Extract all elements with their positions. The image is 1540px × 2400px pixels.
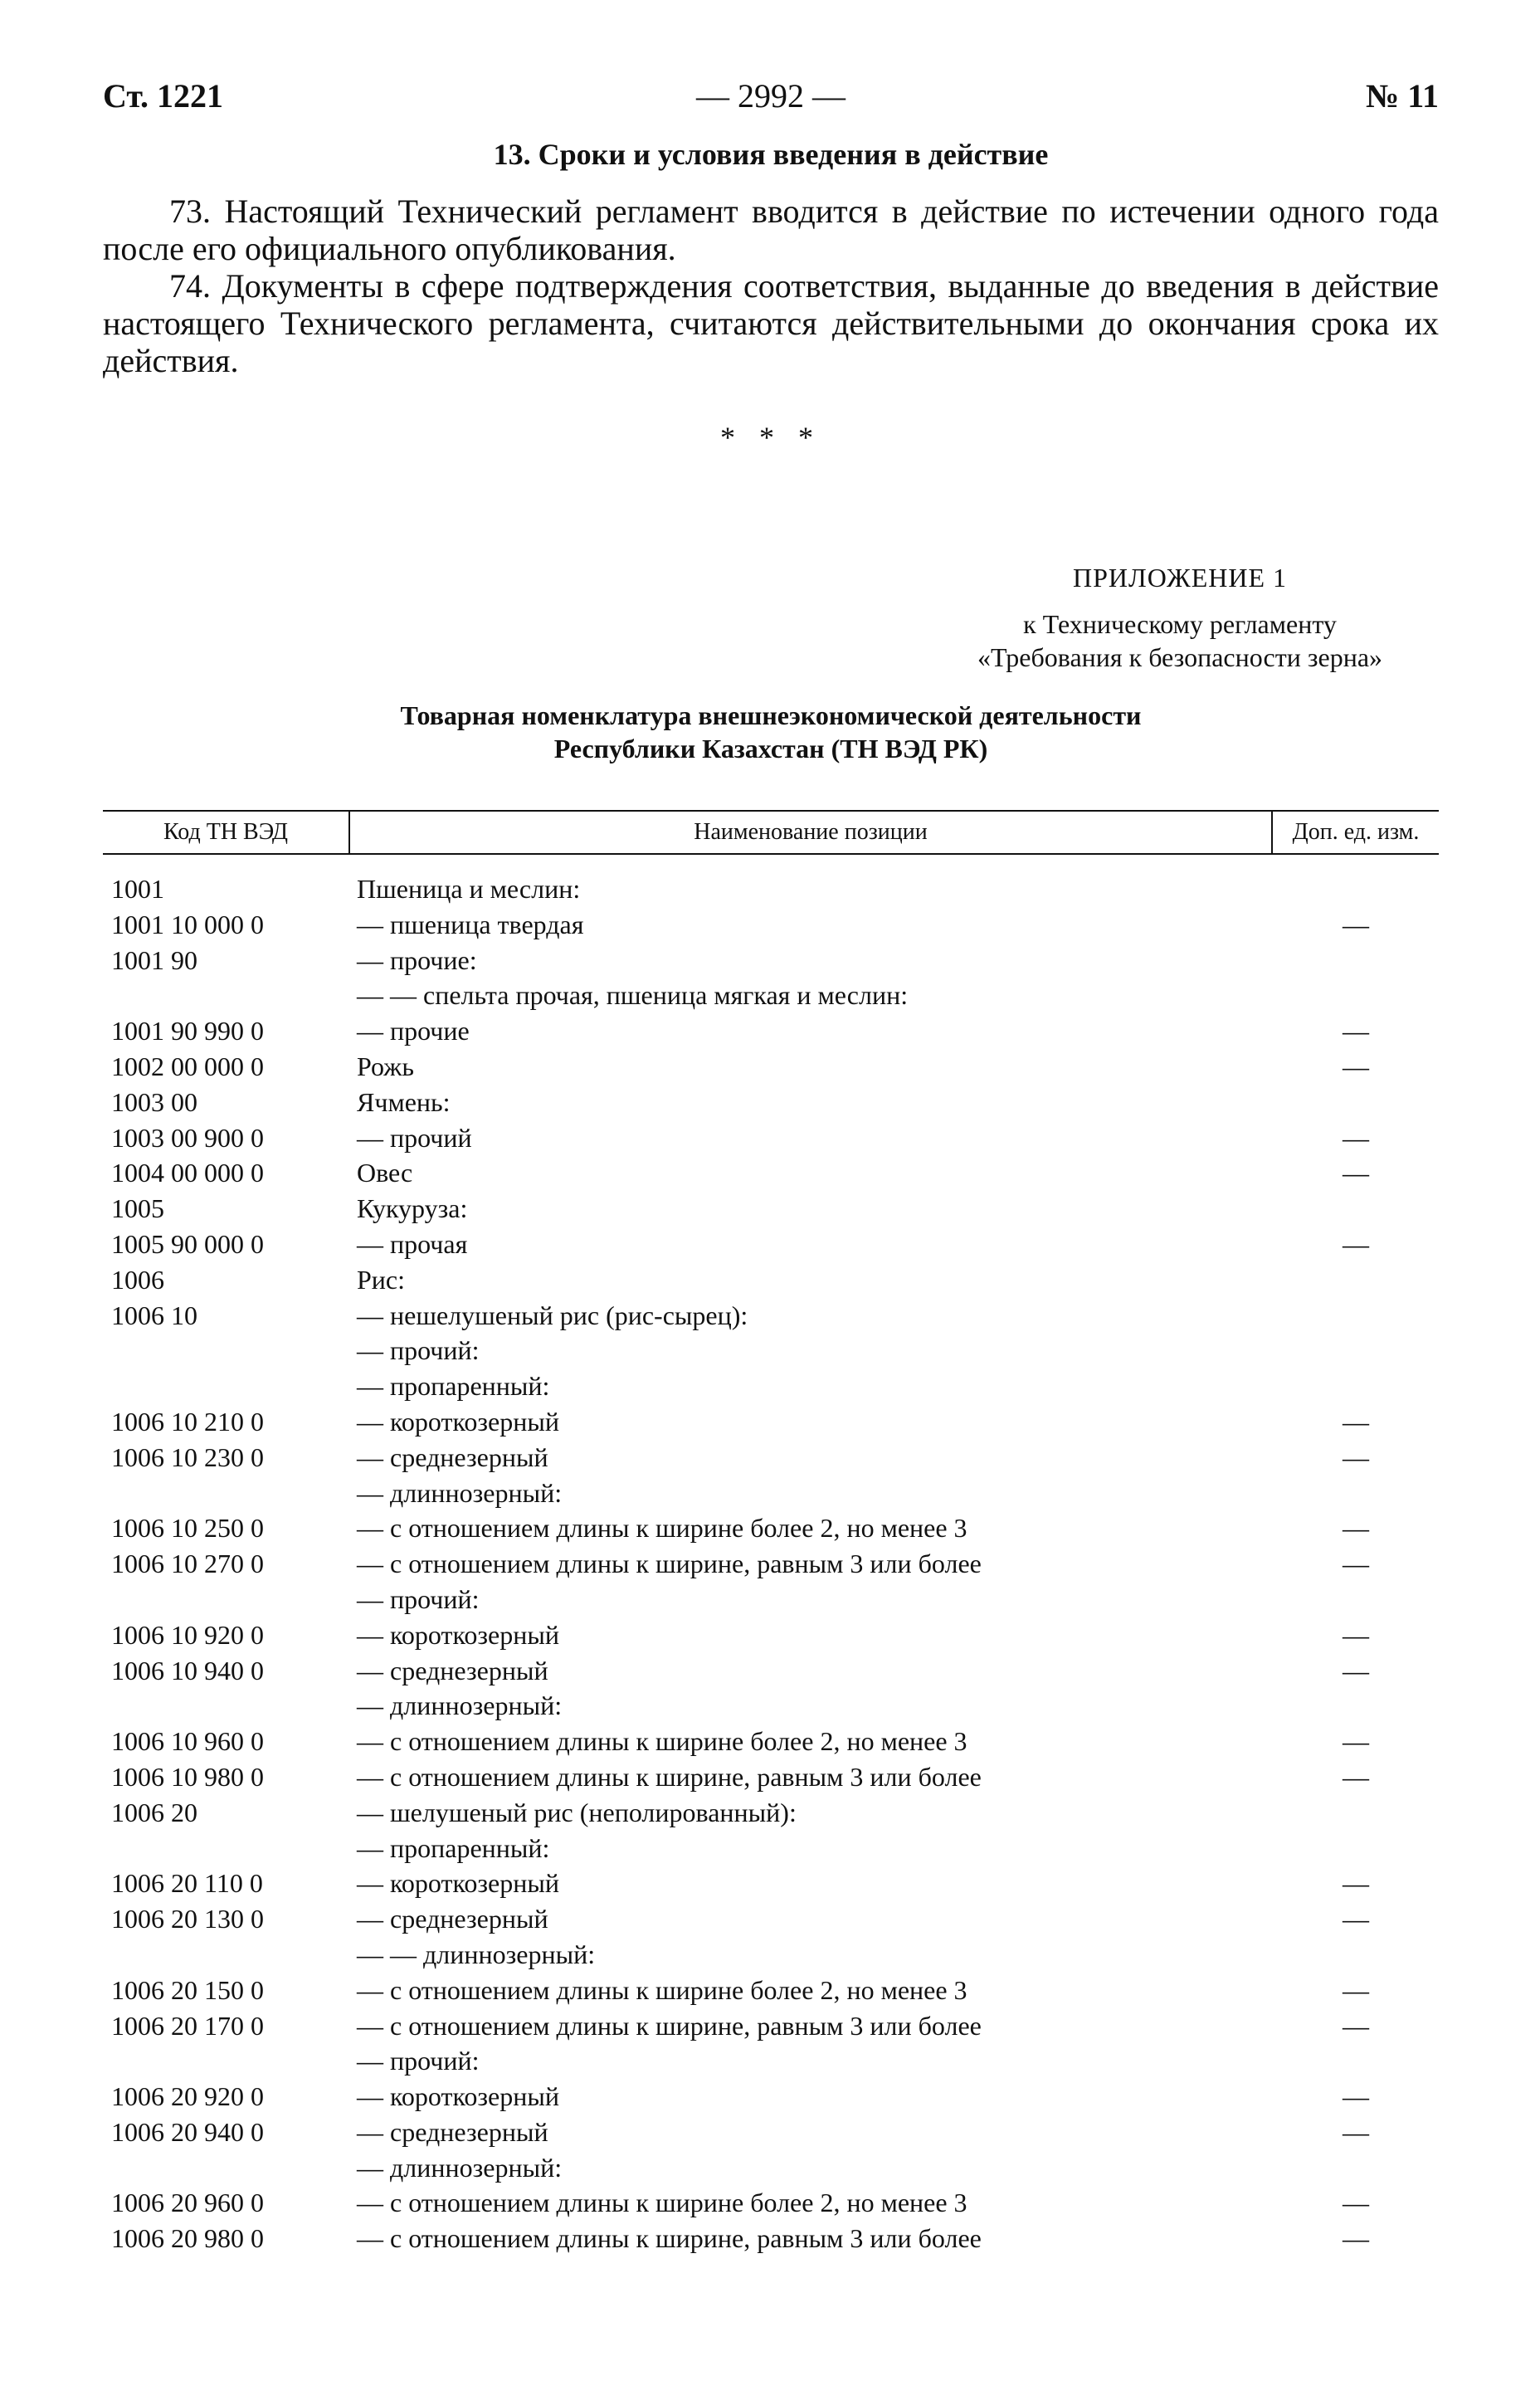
table-row	[103, 1227, 1439, 1262]
row-name: — — спельта прочая, пшеница мягкая и меслин:	[357, 980, 909, 1011]
row-code: 1006 20 130 0	[111, 1904, 264, 1934]
row-unit: —	[1343, 1655, 1369, 1685]
table-row	[103, 2079, 1439, 2115]
row-name: Рожь	[357, 1051, 414, 1081]
row-code: 1006 10 250 0	[111, 1513, 264, 1544]
row-unit: —	[1343, 1051, 1369, 1081]
appendix-title: ПРИЛОЖЕНИЕ 1	[1072, 563, 1287, 593]
table-row	[103, 1866, 1439, 1901]
row-unit: —	[1343, 1016, 1369, 1046]
row-name: Рис:	[357, 1264, 406, 1295]
row-code: 1002 00 000 0	[111, 1051, 264, 1081]
row-name: — с отношением длины к ширине, равным 3 или более	[357, 2223, 982, 2254]
row-name: — короткозерный	[357, 2081, 559, 2112]
table-row	[103, 1901, 1439, 1937]
row-unit: —	[1343, 1761, 1369, 1792]
row-unit: —	[1343, 1868, 1369, 1899]
row-name: — среднезерный	[357, 1904, 548, 1934]
nomenclature-table	[103, 810, 1439, 2254]
section-body	[103, 193, 1439, 379]
row-name: — длиннозерный:	[357, 2152, 563, 2183]
page-number: — 2992 —	[696, 77, 846, 115]
table-header	[103, 810, 1439, 855]
table-title	[103, 699, 1439, 765]
row-code: 1006 20 960 0	[111, 2188, 264, 2218]
row-name: — длиннозерный:	[357, 1690, 563, 1721]
row-name: Кукуруза:	[357, 1193, 468, 1224]
row-name: — с отношением длины к ширине, равным 3 или более	[357, 1761, 982, 1792]
table-row	[103, 1013, 1439, 1049]
row-name: — с отношением длины к ширине более 2, но менее 3	[357, 1974, 967, 2005]
table-row	[103, 1973, 1439, 2008]
table-row	[103, 1582, 1439, 1617]
table-row	[103, 1333, 1439, 1368]
header-code: Код ТН ВЭД	[163, 819, 288, 845]
row-name: — пропаренный:	[357, 1371, 550, 1402]
row-code: 1006 10 270 0	[111, 1549, 264, 1579]
row-name: — прочие:	[357, 944, 477, 975]
row-code: 1006 20 980 0	[111, 2223, 264, 2254]
row-unit: —	[1343, 1904, 1369, 1934]
paragraph-74: 74. Документы в сфере подтверждения соответствия, выданные до введения в действие настоящего Технического регламента, считаются действительными до окончания срока их действия.	[103, 267, 1439, 379]
appendix-regulation-name: «Требования к безопасности зерна»	[977, 642, 1383, 672]
row-name: — короткозерный	[357, 1406, 559, 1437]
row-unit: —	[1343, 1726, 1369, 1757]
table-row	[103, 1653, 1439, 1689]
table-row	[103, 2115, 1439, 2150]
row-code: 1006 10 230 0	[111, 1441, 264, 1472]
row-name: — шелушеный рис (неполированный):	[357, 1797, 797, 1827]
row-name: — короткозерный	[357, 1619, 559, 1650]
row-unit: —	[1343, 1158, 1369, 1188]
row-name: Ячмень:	[357, 1086, 451, 1117]
row-code: 1004 00 000 0	[111, 1158, 264, 1188]
row-name: — пшеница твердая	[357, 909, 584, 939]
row-unit: —	[1343, 1228, 1369, 1259]
row-name: — пропаренный:	[357, 1832, 550, 1863]
row-name: — с отношением длины к ширине более 2, но менее 3	[357, 1726, 967, 1757]
table-row	[103, 2008, 1439, 2044]
row-unit: —	[1343, 2188, 1369, 2218]
row-name: — среднезерный	[357, 2116, 548, 2147]
table-row	[103, 1191, 1439, 1227]
table-title-line-2: Республики Казахстан (ТН ВЭД РК)	[553, 734, 988, 763]
table-row	[103, 1795, 1439, 1831]
row-name: — среднезерный	[357, 1441, 548, 1472]
table-row	[103, 1724, 1439, 1759]
row-name: — — длиннозерный:	[357, 1939, 596, 1969]
row-name: — с отношением длины к ширине, равным 3 или более	[357, 1549, 982, 1579]
row-unit: —	[1343, 1441, 1369, 1472]
table-row	[103, 871, 1439, 907]
row-name: — прочий	[357, 1122, 472, 1153]
row-code: 1006	[111, 1264, 164, 1295]
row-code: 1006 20 940 0	[111, 2116, 264, 2147]
table-row	[103, 2150, 1439, 2186]
table-row	[103, 1546, 1439, 1582]
row-name: — с отношением длины к ширине, равным 3 или более	[357, 2010, 982, 2041]
row-unit: —	[1343, 1974, 1369, 2005]
row-name: — прочие	[357, 1016, 470, 1046]
row-code: 1006 20 920 0	[111, 2081, 264, 2112]
row-unit: —	[1343, 2081, 1369, 2112]
row-unit: —	[1343, 1619, 1369, 1650]
header-name: Наименование позиции	[348, 812, 1273, 853]
table-row	[103, 1440, 1439, 1476]
table-row	[103, 1688, 1439, 1724]
table-row	[103, 1085, 1439, 1120]
row-code: 1006 20	[111, 1797, 197, 1827]
row-code: 1006 20 170 0	[111, 2010, 264, 2041]
row-name: — среднезерный	[357, 1655, 548, 1685]
row-code: 1001 90 990 0	[111, 1016, 264, 1046]
row-name: Овес	[357, 1158, 413, 1188]
row-code: 1006 20 150 0	[111, 1974, 264, 2005]
table-row	[103, 1937, 1439, 1973]
table-row	[103, 1298, 1439, 1334]
section-separator: * * *	[720, 421, 821, 454]
row-name: — короткозерный	[357, 1868, 559, 1899]
table-row	[103, 1476, 1439, 1511]
row-unit: —	[1343, 1513, 1369, 1544]
table-row	[103, 2043, 1439, 2079]
row-unit: —	[1343, 1406, 1369, 1437]
table-row	[103, 2185, 1439, 2221]
table-row	[103, 907, 1439, 943]
row-code: 1003 00	[111, 1086, 197, 1117]
table-row	[103, 1120, 1439, 1156]
row-name: — нешелушеный рис (рис-сырец):	[357, 1300, 748, 1330]
table-row	[103, 1831, 1439, 1866]
section-heading: 13. Сроки и условия введения в действие	[493, 138, 1049, 171]
row-unit: —	[1343, 1549, 1369, 1579]
row-name: — прочий:	[357, 1335, 480, 1366]
table-row	[103, 943, 1439, 978]
row-unit: —	[1343, 2010, 1369, 2041]
row-code: 1001	[111, 874, 164, 904]
table-row	[103, 1049, 1439, 1085]
row-code: 1005 90 000 0	[111, 1228, 264, 1259]
appendix-reference: к Техническому регламенту	[1023, 609, 1337, 639]
row-name: Пшеница и меслин:	[357, 874, 581, 904]
row-code: 1006 10 920 0	[111, 1619, 264, 1650]
issue-number: № 11	[1366, 77, 1439, 115]
row-name: — прочая	[357, 1228, 468, 1259]
appendix-label	[931, 561, 1429, 674]
row-code: 1006 10 940 0	[111, 1655, 264, 1685]
table-row	[103, 1617, 1439, 1653]
article-number: Ст. 1221	[103, 77, 223, 115]
row-name: — прочий:	[357, 1583, 480, 1614]
row-code: 1006 10 980 0	[111, 1761, 264, 1792]
table-row	[103, 1404, 1439, 1440]
row-code: 1006 10	[111, 1300, 197, 1330]
row-code: 1006 10 210 0	[111, 1406, 264, 1437]
row-unit: —	[1343, 2223, 1369, 2254]
row-unit: —	[1343, 2116, 1369, 2147]
row-name: — с отношением длины к ширине более 2, но менее 3	[357, 1513, 967, 1544]
row-name: — прочий:	[357, 2046, 480, 2076]
row-code: 1006 10 960 0	[111, 1726, 264, 1757]
running-header	[103, 73, 1439, 120]
table-title-line-1: Товарная номенклатура внешнеэкономической деятельности	[400, 700, 1142, 730]
table-row	[103, 1262, 1439, 1298]
table-row	[103, 1368, 1439, 1404]
table-row	[103, 1759, 1439, 1795]
header-unit: Доп. ед. изм.	[1292, 819, 1420, 845]
row-code: 1001 90	[111, 944, 197, 975]
row-code: 1001 10 000 0	[111, 909, 264, 939]
table-row	[103, 2221, 1439, 2256]
table-body	[103, 871, 1439, 2256]
paragraph-73: 73. Настоящий Технический регламент вводится в действие по истечении одного года после его официального опубликования.	[103, 193, 1439, 267]
row-code: 1003 00 900 0	[111, 1122, 264, 1153]
table-row	[103, 978, 1439, 1013]
row-unit: —	[1343, 909, 1369, 939]
row-name: — длиннозерный:	[357, 1477, 563, 1508]
row-unit: —	[1343, 1122, 1369, 1153]
row-name: — с отношением длины к ширине более 2, но менее 3	[357, 2188, 967, 2218]
table-row	[103, 1155, 1439, 1191]
row-code: 1005	[111, 1193, 164, 1224]
row-code: 1006 20 110 0	[111, 1868, 263, 1899]
table-row	[103, 1510, 1439, 1546]
